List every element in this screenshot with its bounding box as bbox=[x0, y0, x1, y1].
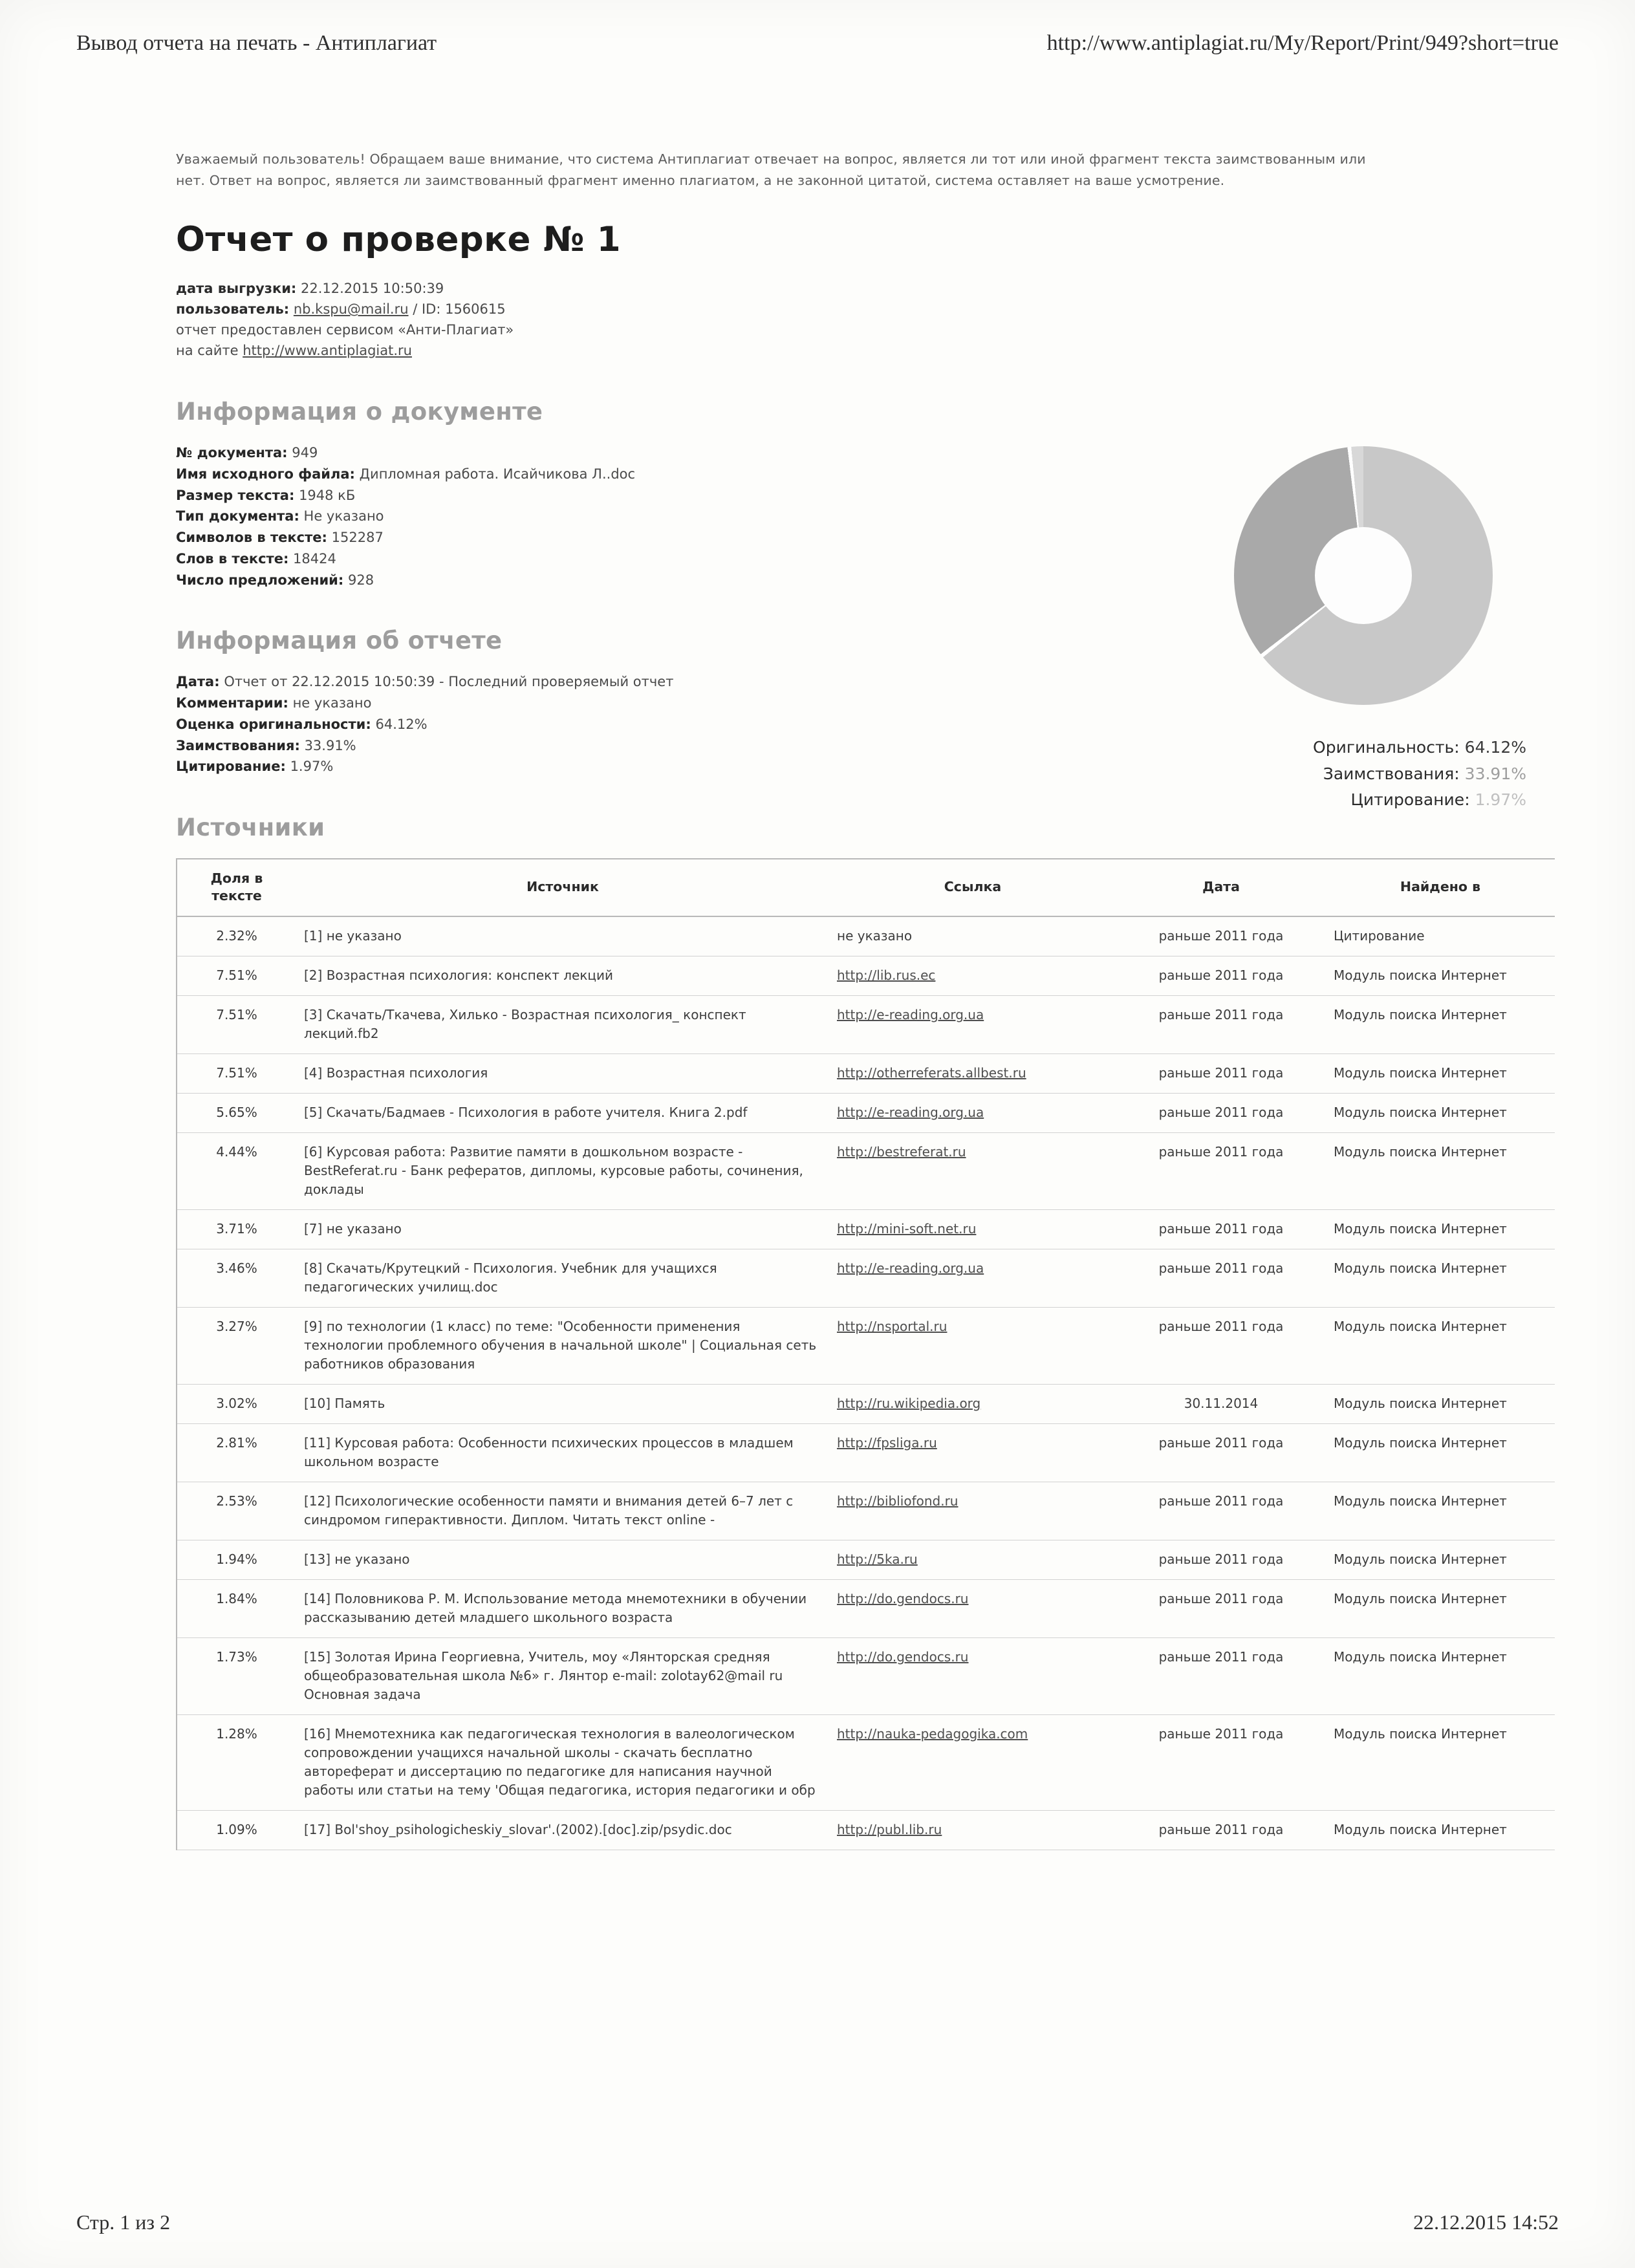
cell-share: 7.51% bbox=[177, 996, 296, 1054]
cell-share: 3.27% bbox=[177, 1308, 296, 1385]
site-row bbox=[176, 341, 1482, 362]
source-link[interactable]: http://5ka.ru bbox=[837, 1551, 918, 1568]
cell-link[interactable] bbox=[829, 1424, 1116, 1482]
cell-share: 7.51% bbox=[177, 956, 296, 996]
cell-date: раньше 2011 года bbox=[1116, 1249, 1326, 1308]
info-label: № документа: bbox=[176, 445, 288, 461]
cell-link[interactable] bbox=[829, 1210, 1116, 1249]
source-link[interactable]: http://publ.lib.ru bbox=[837, 1822, 942, 1838]
cell-date: раньше 2011 года bbox=[1116, 1094, 1326, 1133]
cell-source: [10] Память bbox=[296, 1385, 829, 1424]
cell-date: раньше 2011 года bbox=[1116, 1638, 1326, 1715]
print-header bbox=[76, 31, 1559, 56]
column-header-link: Ссылка bbox=[829, 859, 1116, 916]
cell-share: 2.81% bbox=[177, 1424, 296, 1482]
cell-link[interactable] bbox=[829, 996, 1116, 1054]
cell-link[interactable] bbox=[829, 1133, 1116, 1210]
column-header-share: Доля в тексте bbox=[177, 859, 296, 916]
info-label: Цитирование: bbox=[176, 759, 286, 775]
cell-share: 3.71% bbox=[177, 1210, 296, 1249]
legend-label-citation: Цитирование bbox=[1350, 790, 1465, 809]
column-header-found: Найдено в bbox=[1326, 859, 1555, 916]
table-row bbox=[177, 996, 1555, 1054]
cell-share: 1.84% bbox=[177, 1580, 296, 1638]
cell-share: 1.73% bbox=[177, 1638, 296, 1715]
cell-link[interactable] bbox=[829, 1638, 1116, 1715]
cell-date: раньше 2011 года bbox=[1116, 916, 1326, 956]
sources-table bbox=[176, 858, 1555, 1850]
print-header-title: Вывод отчета на печать - Антиплагиат bbox=[76, 31, 437, 55]
table-row bbox=[177, 1580, 1555, 1638]
legend-item-borrowings: Заимствования: 33.91% bbox=[1323, 764, 1526, 783]
export-date-row bbox=[176, 279, 1482, 299]
table-row bbox=[177, 1715, 1555, 1811]
print-header-url: http://www.antiplagiat.ru/My/Report/Print/949?short=true bbox=[1046, 31, 1559, 55]
cell-found-in: Модуль поиска Интернет bbox=[1326, 1715, 1555, 1811]
info-label: Символов в тексте: bbox=[176, 530, 327, 546]
info-label: Размер текста: bbox=[176, 487, 295, 503]
cell-found-in: Модуль поиска Интернет bbox=[1326, 996, 1555, 1054]
cell-source: [12] Психологические особенности памяти и внимания детей 6–7 лет с синдромом гиперактивности. Диплом. Читать текст online - bbox=[296, 1482, 829, 1540]
cell-link[interactable] bbox=[829, 1811, 1116, 1850]
cell-link[interactable] bbox=[829, 1580, 1116, 1638]
report-document bbox=[176, 149, 1507, 1850]
export-date-value: 22.12.2015 10:50:39 bbox=[301, 281, 444, 297]
table-row bbox=[177, 1638, 1555, 1715]
cell-share: 1.94% bbox=[177, 1540, 296, 1580]
cell-link[interactable] bbox=[829, 956, 1116, 996]
info-value: 928 bbox=[347, 572, 374, 588]
cell-link[interactable] bbox=[829, 1249, 1116, 1308]
legend-label-borrowings: Заимствования bbox=[1323, 764, 1455, 783]
cell-date: раньше 2011 года bbox=[1116, 1540, 1326, 1580]
info-value: 949 bbox=[292, 445, 318, 461]
cell-date: раньше 2011 года bbox=[1116, 1133, 1326, 1210]
table-row bbox=[177, 1811, 1555, 1850]
document-info-heading: Информация о документе bbox=[176, 398, 543, 426]
cell-source: [17] Bol'shoy_psihologicheskiy_slovar'.(2002).[doc].zip/psydic.doc bbox=[296, 1811, 829, 1850]
source-link[interactable]: http://e-reading.org.ua bbox=[837, 1105, 984, 1121]
table-row bbox=[177, 1385, 1555, 1424]
cell-link[interactable] bbox=[829, 1540, 1116, 1580]
cell-link[interactable] bbox=[829, 1385, 1116, 1424]
table-row bbox=[177, 956, 1555, 996]
sources-table-body bbox=[177, 916, 1555, 1850]
info-value: 18424 bbox=[293, 550, 336, 567]
table-row bbox=[177, 1249, 1555, 1308]
site-prefix: на сайте bbox=[176, 343, 239, 359]
cell-source: [15] Золотая Ирина Георгиевна, Учитель, моу «Лянторская средняя общеобразовательная школа №6» г. Лянтор e-mail: zolotay62@mail ru Основная задача bbox=[296, 1638, 829, 1715]
cell-date: раньше 2011 года bbox=[1116, 1811, 1326, 1850]
cell-share: 3.46% bbox=[177, 1249, 296, 1308]
user-id: / ID: 1560615 bbox=[413, 301, 506, 318]
cell-found-in: Модуль поиска Интернет bbox=[1326, 1540, 1555, 1580]
user-row bbox=[176, 299, 1482, 320]
source-link[interactable]: http://lib.rus.ec bbox=[837, 967, 936, 984]
source-link[interactable]: http://bibliofond.ru bbox=[837, 1493, 958, 1509]
cell-source: [8] Скачать/Крутецкий - Психология. Учебник для учащихся педагогических училищ.doc bbox=[296, 1249, 829, 1308]
cell-share: 2.32% bbox=[177, 916, 296, 956]
cell-found-in: Модуль поиска Интернет bbox=[1326, 1580, 1555, 1638]
cell-date: раньше 2011 года bbox=[1116, 1308, 1326, 1385]
cell-source: [7] не указано bbox=[296, 1210, 829, 1249]
info-label: Тип документа: bbox=[176, 508, 299, 524]
source-link[interactable]: http://do.gendocs.ru bbox=[837, 1649, 969, 1665]
sources-heading: Источники bbox=[176, 814, 325, 842]
export-date-label: дата выгрузки: bbox=[176, 281, 297, 297]
cell-found-in: Цитирование bbox=[1326, 916, 1555, 956]
site-url-link[interactable]: http://www.antiplagiat.ru bbox=[243, 343, 412, 359]
source-link[interactable]: http://e-reading.org.ua bbox=[837, 1007, 984, 1023]
table-row bbox=[177, 916, 1555, 956]
cell-share: 1.28% bbox=[177, 1715, 296, 1811]
table-row bbox=[177, 1210, 1555, 1249]
table-row bbox=[177, 1482, 1555, 1540]
info-value: 1948 кБ bbox=[299, 487, 356, 503]
cell-date: раньше 2011 года bbox=[1116, 1210, 1326, 1249]
cell-link: не указано bbox=[829, 916, 1116, 956]
info-value: 152287 bbox=[331, 530, 384, 546]
legend-value-citation: 1.97% bbox=[1475, 790, 1526, 809]
cell-found-in: Модуль поиска Интернет bbox=[1326, 1424, 1555, 1482]
cell-date: раньше 2011 года bbox=[1116, 996, 1326, 1054]
source-link[interactable]: http://ru.wikipedia.org bbox=[837, 1396, 981, 1412]
source-link[interactable]: http://otherreferats.allbest.ru bbox=[837, 1065, 1026, 1081]
table-row bbox=[177, 1054, 1555, 1094]
source-link[interactable]: http://fpsliga.ru bbox=[837, 1435, 937, 1451]
usage-notice: Уважаемый пользователь! Обращаем ваше внимание, что система Антиплагиат отвечает на вопрос, является ли тот или иной фрагмент текста заимствованным или нет. Ответ на вопрос, является ли заимствованный фрагмент именно плагиатом, а не законной цитатой, система оставляет на ваше усмотрение. bbox=[176, 151, 1366, 189]
table-row bbox=[177, 1094, 1555, 1133]
cell-source: [14] Половникова Р. М. Использование метода мнемотехники в обучении рассказыванию детей младшего школьного возраста bbox=[296, 1580, 829, 1638]
cell-source: [6] Курсовая работа: Развитие памяти в дошкольном возрасте - BestReferat.ru - Банк рефератов, дипломы, курсовые работы, сочинения, доклады bbox=[296, 1133, 829, 1210]
cell-date: раньше 2011 года bbox=[1116, 956, 1326, 996]
table-row bbox=[177, 1540, 1555, 1580]
info-label: Оценка оригинальности: bbox=[176, 716, 371, 732]
cell-found-in: Модуль поиска Интернет bbox=[1326, 1385, 1555, 1424]
cell-date: раньше 2011 года bbox=[1116, 1054, 1326, 1094]
cell-share: 5.65% bbox=[177, 1094, 296, 1133]
print-footer-page: Стр. 1 из 2 bbox=[76, 2210, 171, 2234]
cell-found-in: Модуль поиска Интернет bbox=[1326, 1133, 1555, 1210]
info-label: Дата: bbox=[176, 674, 220, 690]
info-value: 1.97% bbox=[290, 759, 334, 775]
cell-found-in: Модуль поиска Интернет bbox=[1326, 1482, 1555, 1540]
legend-label-originality: Оригинальность bbox=[1313, 738, 1455, 757]
source-link[interactable]: http://do.gendocs.ru bbox=[837, 1591, 969, 1607]
cell-found-in: Модуль поиска Интернет bbox=[1326, 1811, 1555, 1850]
legend-item-originality: Оригинальность: 64.12% bbox=[1313, 738, 1526, 757]
source-link[interactable]: http://mini-soft.net.ru bbox=[837, 1221, 977, 1237]
cell-share: 3.02% bbox=[177, 1385, 296, 1424]
cell-share: 2.53% bbox=[177, 1482, 296, 1540]
legend-value-borrowings: 33.91% bbox=[1464, 764, 1526, 783]
cell-found-in: Модуль поиска Интернет bbox=[1326, 1638, 1555, 1715]
info-label: Заимствования: bbox=[176, 737, 300, 753]
print-footer bbox=[76, 2210, 1559, 2234]
info-label: Слов в тексте: bbox=[176, 550, 289, 567]
info-label: Имя исходного файла: bbox=[176, 466, 355, 482]
cell-link[interactable] bbox=[829, 1308, 1116, 1385]
cell-link[interactable] bbox=[829, 1482, 1116, 1540]
table-row bbox=[177, 1424, 1555, 1482]
cell-link[interactable] bbox=[829, 1715, 1116, 1811]
originality-chart bbox=[1189, 446, 1538, 814]
report-info-heading: Информация об отчете bbox=[176, 627, 503, 655]
cell-source: [4] Возрастная психология bbox=[296, 1054, 829, 1094]
cell-source: [13] не указано bbox=[296, 1540, 829, 1580]
legend-item-citation: Цитирование: 1.97% bbox=[1350, 790, 1526, 809]
cell-source: [3] Скачать/Ткачева, Хилько - Возрастная психология_ конспект лекций.fb2 bbox=[296, 996, 829, 1054]
info-value: Не указано bbox=[303, 508, 384, 524]
provided-by: отчет предоставлен сервисом «Анти-Плагиат» bbox=[176, 322, 514, 338]
cell-share: 4.44% bbox=[177, 1133, 296, 1210]
cell-source: [2] Возрастная психология: конспект лекций bbox=[296, 956, 829, 996]
report-meta bbox=[176, 279, 1482, 362]
cell-date: раньше 2011 года bbox=[1116, 1580, 1326, 1638]
user-label: пользователь: bbox=[176, 301, 290, 318]
cell-found-in: Модуль поиска Интернет bbox=[1326, 1308, 1555, 1385]
cell-source: [1] не указано bbox=[296, 916, 829, 956]
source-link[interactable]: http://bestreferat.ru bbox=[837, 1144, 966, 1160]
source-link[interactable]: http://nauka-pedagogika.com bbox=[837, 1726, 1028, 1742]
column-header-source: Источник bbox=[296, 859, 829, 916]
info-label: Число предложений: bbox=[176, 572, 344, 588]
source-link[interactable]: http://e-reading.org.ua bbox=[837, 1260, 984, 1277]
user-email-link[interactable]: nb.kspu@mail.ru bbox=[293, 301, 409, 318]
info-value: не указано bbox=[292, 695, 372, 711]
info-value: 33.91% bbox=[304, 737, 356, 753]
info-value: Отчет от 22.12.2015 10:50:39 - Последний проверяемый отчет bbox=[224, 674, 674, 690]
cell-share: 1.09% bbox=[177, 1811, 296, 1850]
info-value: Дипломная работа. Исайчикова Л..doc bbox=[359, 466, 636, 482]
cell-found-in: Модуль поиска Интернет bbox=[1326, 1210, 1555, 1249]
cell-date: раньше 2011 года bbox=[1116, 1424, 1326, 1482]
cell-date: раньше 2011 года bbox=[1116, 1482, 1326, 1540]
cell-date: раньше 2011 года bbox=[1116, 1715, 1326, 1811]
table-header-row bbox=[177, 859, 1555, 916]
table-row bbox=[177, 1308, 1555, 1385]
print-footer-timestamp: 22.12.2015 14:52 bbox=[1413, 2210, 1559, 2234]
chart-legend bbox=[1189, 735, 1538, 814]
cell-source: [16] Мнемотехника как педагогическая технология в валеологическом сопровождении учащихся начальной школы - скачать бесплатно автореферат и диссертацию по педагогике для написания научной работы или статьи на тему 'Общая педагогика, история педагогики и обр bbox=[296, 1715, 829, 1811]
cell-found-in: Модуль поиска Интернет bbox=[1326, 1054, 1555, 1094]
table-row bbox=[177, 1133, 1555, 1210]
source-link[interactable]: http://nsportal.ru bbox=[837, 1319, 947, 1335]
cell-source: [11] Курсовая работа: Особенности психических процессов в младшем школьном возрасте bbox=[296, 1424, 829, 1482]
cell-link[interactable] bbox=[829, 1094, 1116, 1133]
cell-source: [9] по технологии (1 класс) по теме: "Особенности применения технологии проблемного обучения в начальной школе" | Социальная сеть работников образования bbox=[296, 1308, 829, 1385]
cell-found-in: Модуль поиска Интернет bbox=[1326, 1094, 1555, 1133]
info-value: 64.12% bbox=[375, 716, 428, 732]
legend-value-originality: 64.12% bbox=[1464, 738, 1526, 757]
cell-found-in: Модуль поиска Интернет bbox=[1326, 1249, 1555, 1308]
donut-chart bbox=[1234, 446, 1493, 705]
column-header-date: Дата bbox=[1116, 859, 1326, 916]
cell-found-in: Модуль поиска Интернет bbox=[1326, 956, 1555, 996]
cell-date: 30.11.2014 bbox=[1116, 1385, 1326, 1424]
cell-link[interactable] bbox=[829, 1054, 1116, 1094]
cell-source: [5] Скачать/Бадмаев - Психология в работе учителя. Книга 2.pdf bbox=[296, 1094, 829, 1133]
cell-share: 7.51% bbox=[177, 1054, 296, 1094]
page-title: Отчет о проверке № 1 bbox=[176, 220, 621, 260]
info-label: Комментарии: bbox=[176, 695, 288, 711]
